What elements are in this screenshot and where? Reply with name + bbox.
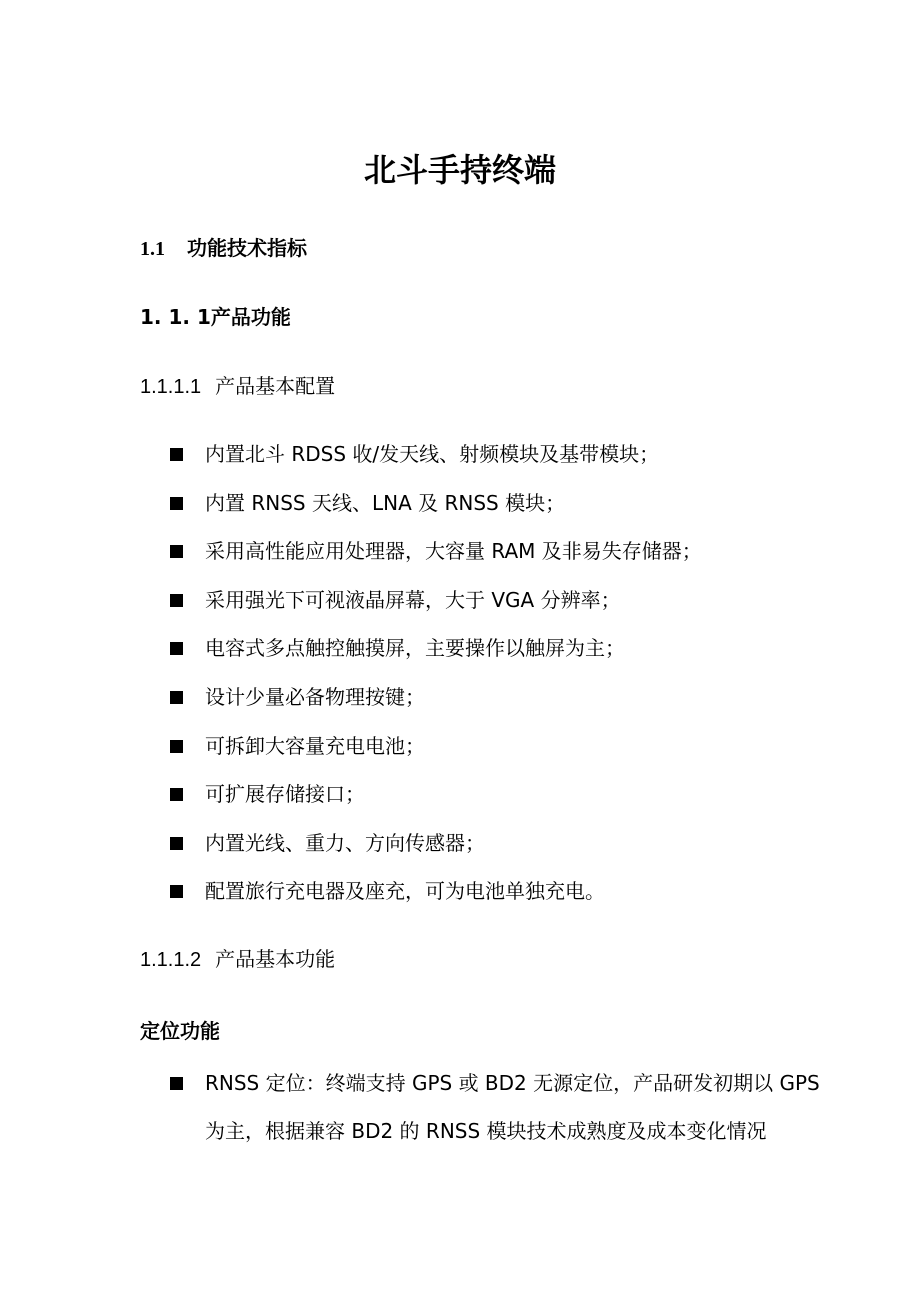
subsubsection-text: 产品基本配置	[215, 374, 336, 398]
document-title: 北斗手持终端	[363, 151, 556, 189]
square-bullet-icon	[170, 642, 183, 655]
subsubsection-number: 1.1.1.2	[140, 949, 202, 971]
square-bullet-icon	[170, 788, 183, 801]
list-item	[170, 681, 702, 730]
section-text: 功能技术指标	[187, 236, 307, 260]
list-item-text: 采用强光下可视液晶屏幕，大于 VGA 分辨率；	[205, 587, 621, 612]
square-bullet-icon	[170, 448, 183, 461]
subsubsection-heading-config	[140, 370, 335, 399]
section-number: 1.1	[140, 238, 165, 260]
config-list	[170, 438, 702, 924]
square-bullet-icon	[170, 594, 183, 607]
square-bullet-icon	[170, 740, 183, 753]
list-item-text: 配置旅行充电器及座充，可为电池单独充电。	[205, 879, 605, 904]
list-item	[170, 438, 702, 487]
subsubsection-heading-functions	[140, 943, 335, 972]
square-bullet-icon	[170, 497, 183, 510]
list-item	[170, 584, 702, 633]
subsection-text: 1. 1. 1产品功能	[140, 305, 291, 329]
list-item-text: 内置 RNSS 天线、LNA 及 RNSS 模块；	[205, 490, 566, 515]
subsection-heading	[140, 301, 291, 330]
list-item	[170, 487, 702, 536]
square-bullet-icon	[170, 691, 183, 704]
paragraph-line-text: 为主，根据兼容 BD2 的 RNSS 模块技术成熟度及成本变化情况	[205, 1119, 767, 1143]
list-item	[170, 827, 702, 876]
list-item	[170, 730, 702, 779]
list-item	[170, 778, 702, 827]
list-item	[170, 632, 702, 681]
list-item-text: 内置光线、重力、方向传感器；	[205, 830, 485, 855]
paragraph-line	[170, 1115, 800, 1163]
subsubsection-text: 产品基本功能	[215, 947, 336, 971]
list-item	[170, 535, 702, 584]
positioning-paragraph	[170, 1067, 820, 1163]
list-item-text: 可扩展存储接口；	[205, 782, 365, 807]
positioning-heading: 定位功能	[140, 1019, 220, 1043]
square-bullet-icon	[170, 837, 183, 850]
list-item-text: 采用高性能应用处理器，大容量 RAM 及非易失存储器；	[205, 539, 702, 564]
square-bullet-icon	[170, 1077, 183, 1090]
paragraph-line	[170, 1067, 820, 1115]
square-bullet-icon	[170, 885, 183, 898]
list-item-text: 内置北斗 RDSS 收/发天线、射频模块及基带模块；	[205, 442, 660, 466]
list-item	[170, 875, 702, 924]
section-heading	[140, 232, 307, 261]
list-item-text: 设计少量必备物理按键；	[205, 684, 425, 709]
subsubsection-number: 1.1.1.1	[140, 376, 202, 398]
list-item-text: 电容式多点触控触摸屏，主要操作以触屏为主；	[205, 636, 625, 661]
square-bullet-icon	[170, 545, 183, 558]
paragraph-line-text: RNSS 定位：终端支持 GPS 或 BD2 无源定位，产品研发初期以 GPS	[205, 1071, 820, 1095]
list-item-text: 可拆卸大容量充电电池；	[205, 733, 425, 758]
